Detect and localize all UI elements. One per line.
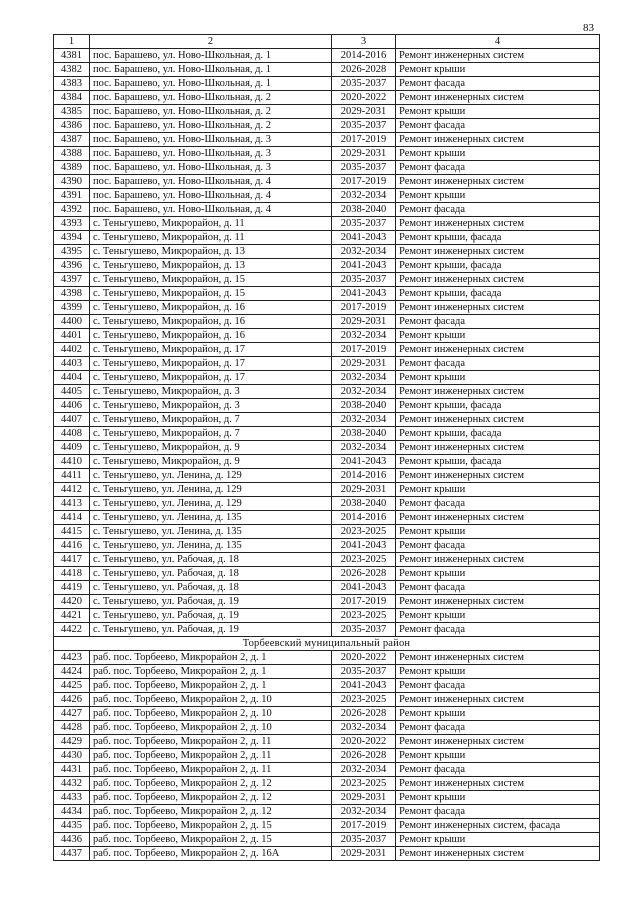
- row-number: 4436: [54, 833, 90, 847]
- row-number: 4414: [54, 511, 90, 525]
- table-row: [54, 329, 600, 343]
- address-cell: с. Теньгушево, Микрорайон, д. 16: [90, 301, 332, 315]
- address-cell: раб. пос. Торбеево, Микрорайон 2, д. 10: [90, 707, 332, 721]
- row-number: 4401: [54, 329, 90, 343]
- row-number: 4405: [54, 385, 90, 399]
- row-number: 4408: [54, 427, 90, 441]
- row-number: 4391: [54, 189, 90, 203]
- row-number: 4423: [54, 651, 90, 665]
- row-number: 4413: [54, 497, 90, 511]
- table-row: [54, 231, 600, 245]
- table-row: [54, 483, 600, 497]
- table-row: [54, 147, 600, 161]
- period-cell: 2020-2022: [332, 651, 396, 665]
- period-cell: 2014-2016: [332, 49, 396, 63]
- period-cell: 2032-2034: [332, 721, 396, 735]
- row-number: 4435: [54, 819, 90, 833]
- period-cell: 2041-2043: [332, 231, 396, 245]
- work-type-cell: Ремонт крыши: [396, 525, 600, 539]
- table-row: [54, 371, 600, 385]
- period-cell: 2038-2040: [332, 427, 396, 441]
- work-type-cell: Ремонт фасада: [396, 77, 600, 91]
- period-cell: 2035-2037: [332, 119, 396, 133]
- column-header-number: 1: [54, 35, 90, 49]
- work-type-cell: Ремонт инженерных систем: [396, 777, 600, 791]
- row-number: 4399: [54, 301, 90, 315]
- period-cell: 2020-2022: [332, 735, 396, 749]
- table-row: [54, 49, 600, 63]
- period-cell: 2029-2031: [332, 847, 396, 861]
- row-number: 4433: [54, 791, 90, 805]
- work-type-cell: Ремонт фасада: [396, 357, 600, 371]
- row-number: 4382: [54, 63, 90, 77]
- address-cell: с. Теньгушево, Микрорайон, д. 16: [90, 329, 332, 343]
- table-row: [54, 217, 600, 231]
- row-number: 4417: [54, 553, 90, 567]
- period-cell: 2026-2028: [332, 567, 396, 581]
- work-type-cell: Ремонт крыши, фасада: [396, 287, 600, 301]
- table-row: [54, 721, 600, 735]
- period-cell: 2017-2019: [332, 133, 396, 147]
- work-type-cell: Ремонт фасада: [396, 315, 600, 329]
- address-cell: с. Теньгушево, ул. Рабочая, д. 19: [90, 595, 332, 609]
- table-row: [54, 245, 600, 259]
- work-type-cell: Ремонт инженерных систем: [396, 413, 600, 427]
- period-cell: 2023-2025: [332, 609, 396, 623]
- work-type-cell: Ремонт крыши: [396, 189, 600, 203]
- work-type-cell: Ремонт крыши: [396, 63, 600, 77]
- table-row: [54, 357, 600, 371]
- table-row: [54, 469, 600, 483]
- address-cell: с. Теньгушево, Микрорайон, д. 9: [90, 455, 332, 469]
- row-number: 4398: [54, 287, 90, 301]
- row-number: 4426: [54, 693, 90, 707]
- work-type-cell: Ремонт крыши: [396, 749, 600, 763]
- work-type-cell: Ремонт крыши: [396, 665, 600, 679]
- address-cell: с. Теньгушево, ул. Рабочая, д. 19: [90, 623, 332, 637]
- period-cell: 2026-2028: [332, 707, 396, 721]
- table-row: [54, 91, 600, 105]
- row-number: 4434: [54, 805, 90, 819]
- row-number: 4394: [54, 231, 90, 245]
- table-row: [54, 553, 600, 567]
- table-row: [54, 763, 600, 777]
- section-title: Торбеевский муниципальный район: [54, 637, 600, 651]
- work-type-cell: Ремонт фасада: [396, 203, 600, 217]
- period-cell: 2032-2034: [332, 189, 396, 203]
- address-cell: с. Теньгушево, Микрорайон, д. 13: [90, 245, 332, 259]
- row-number: 4387: [54, 133, 90, 147]
- row-number: 4416: [54, 539, 90, 553]
- table-row: [54, 595, 600, 609]
- period-cell: 2029-2031: [332, 483, 396, 497]
- work-type-cell: Ремонт фасада: [396, 581, 600, 595]
- work-type-cell: Ремонт инженерных систем: [396, 49, 600, 63]
- row-number: 4424: [54, 665, 90, 679]
- period-cell: 2017-2019: [332, 301, 396, 315]
- work-type-cell: Ремонт крыши, фасада: [396, 455, 600, 469]
- work-type-cell: Ремонт крыши: [396, 483, 600, 497]
- row-number: 4432: [54, 777, 90, 791]
- table-row: [54, 805, 600, 819]
- table-row: [54, 581, 600, 595]
- address-cell: пос. Барашево, ул. Ново-Школьная, д. 4: [90, 175, 332, 189]
- column-header-work-type: 4: [396, 35, 600, 49]
- period-cell: 2029-2031: [332, 315, 396, 329]
- row-number: 4421: [54, 609, 90, 623]
- work-type-cell: Ремонт инженерных систем: [396, 693, 600, 707]
- period-cell: 2038-2040: [332, 399, 396, 413]
- table-row: [54, 343, 600, 357]
- work-type-cell: Ремонт инженерных систем: [396, 735, 600, 749]
- work-type-cell: Ремонт фасада: [396, 623, 600, 637]
- work-type-cell: Ремонт фасада: [396, 539, 600, 553]
- table-row: [54, 693, 600, 707]
- table-row: [54, 399, 600, 413]
- work-type-cell: Ремонт инженерных систем: [396, 343, 600, 357]
- period-cell: 2035-2037: [332, 665, 396, 679]
- table-row: [54, 511, 600, 525]
- address-cell: с. Теньгушево, ул. Ленина, д. 129: [90, 497, 332, 511]
- work-type-cell: Ремонт инженерных систем: [396, 133, 600, 147]
- period-cell: 2035-2037: [332, 623, 396, 637]
- work-type-cell: Ремонт инженерных систем: [396, 847, 600, 861]
- row-number: 4425: [54, 679, 90, 693]
- row-number: 4390: [54, 175, 90, 189]
- table-row: [54, 525, 600, 539]
- period-cell: 2029-2031: [332, 147, 396, 161]
- work-type-cell: Ремонт крыши: [396, 371, 600, 385]
- row-number: 4402: [54, 343, 90, 357]
- table-row: [54, 189, 600, 203]
- table-body: [54, 49, 600, 861]
- period-cell: 2014-2016: [332, 469, 396, 483]
- address-cell: пос. Барашево, ул. Ново-Школьная, д. 4: [90, 189, 332, 203]
- row-number: 4410: [54, 455, 90, 469]
- address-cell: раб. пос. Торбеево, Микрорайон 2, д. 12: [90, 805, 332, 819]
- work-type-cell: Ремонт крыши: [396, 105, 600, 119]
- period-cell: 2041-2043: [332, 679, 396, 693]
- address-cell: пос. Барашево, ул. Ново-Школьная, д. 1: [90, 49, 332, 63]
- address-cell: с. Теньгушево, ул. Ленина, д. 135: [90, 539, 332, 553]
- table-row: [54, 301, 600, 315]
- period-cell: 2041-2043: [332, 287, 396, 301]
- row-number: 4411: [54, 469, 90, 483]
- period-cell: 2023-2025: [332, 525, 396, 539]
- table-row: [54, 791, 600, 805]
- table-row: [54, 651, 600, 665]
- period-cell: 2032-2034: [332, 413, 396, 427]
- work-type-cell: Ремонт крыши, фасада: [396, 259, 600, 273]
- period-cell: 2029-2031: [332, 791, 396, 805]
- table-row: [54, 161, 600, 175]
- address-cell: с. Теньгушево, ул. Ленина, д. 135: [90, 525, 332, 539]
- address-cell: с. Теньгушево, Микрорайон, д. 16: [90, 315, 332, 329]
- work-type-cell: Ремонт инженерных систем: [396, 301, 600, 315]
- period-cell: 2035-2037: [332, 77, 396, 91]
- work-type-cell: Ремонт фасада: [396, 679, 600, 693]
- header-row: [54, 35, 600, 49]
- table-row: [54, 385, 600, 399]
- period-cell: 2041-2043: [332, 539, 396, 553]
- period-cell: 2014-2016: [332, 511, 396, 525]
- period-cell: 2041-2043: [332, 455, 396, 469]
- period-cell: 2038-2040: [332, 203, 396, 217]
- address-cell: с. Теньгушево, ул. Ленина, д. 129: [90, 483, 332, 497]
- address-cell: раб. пос. Торбеево, Микрорайон 2, д. 11: [90, 735, 332, 749]
- row-number: 4420: [54, 595, 90, 609]
- row-number: 4409: [54, 441, 90, 455]
- row-number: 4381: [54, 49, 90, 63]
- work-type-cell: Ремонт крыши: [396, 791, 600, 805]
- work-type-cell: Ремонт инженерных систем: [396, 553, 600, 567]
- address-cell: с. Теньгушево, ул. Рабочая, д. 18: [90, 567, 332, 581]
- period-cell: 2026-2028: [332, 749, 396, 763]
- table-row: [54, 777, 600, 791]
- table-row: [54, 539, 600, 553]
- table-row: [54, 847, 600, 861]
- address-cell: пос. Барашево, ул. Ново-Школьная, д. 1: [90, 77, 332, 91]
- table-row: [54, 203, 600, 217]
- work-type-cell: Ремонт крыши, фасада: [396, 399, 600, 413]
- address-cell: раб. пос. Торбеево, Микрорайон 2, д. 1: [90, 651, 332, 665]
- address-cell: раб. пос. Торбеево, Микрорайон 2, д. 15: [90, 819, 332, 833]
- row-number: 4396: [54, 259, 90, 273]
- row-number: 4392: [54, 203, 90, 217]
- period-cell: 2017-2019: [332, 175, 396, 189]
- table-row: [54, 119, 600, 133]
- address-cell: пос. Барашево, ул. Ново-Школьная, д. 2: [90, 119, 332, 133]
- row-number: 4428: [54, 721, 90, 735]
- row-number: 4412: [54, 483, 90, 497]
- table-row: [54, 175, 600, 189]
- period-cell: 2023-2025: [332, 777, 396, 791]
- table-row: [54, 749, 600, 763]
- period-cell: 2035-2037: [332, 273, 396, 287]
- period-cell: 2029-2031: [332, 357, 396, 371]
- period-cell: 2017-2019: [332, 343, 396, 357]
- address-cell: с. Теньгушево, Микрорайон, д. 7: [90, 413, 332, 427]
- column-header-address: 2: [90, 35, 332, 49]
- period-cell: 2041-2043: [332, 259, 396, 273]
- table-row: [54, 133, 600, 147]
- work-type-cell: Ремонт инженерных систем, фасада: [396, 819, 600, 833]
- table-row: [54, 609, 600, 623]
- row-number: 4407: [54, 413, 90, 427]
- address-cell: пос. Барашево, ул. Ново-Школьная, д. 3: [90, 161, 332, 175]
- work-type-cell: Ремонт крыши: [396, 609, 600, 623]
- address-cell: раб. пос. Торбеево, Микрорайон 2, д. 11: [90, 763, 332, 777]
- table-row: [54, 567, 600, 581]
- period-cell: 2017-2019: [332, 595, 396, 609]
- work-type-cell: Ремонт фасада: [396, 161, 600, 175]
- address-cell: пос. Барашево, ул. Ново-Школьная, д. 3: [90, 133, 332, 147]
- address-cell: пос. Барашево, ул. Ново-Школьная, д. 2: [90, 91, 332, 105]
- repair-schedule-table: [53, 34, 600, 861]
- address-cell: с. Теньгушево, ул. Ленина, д. 129: [90, 469, 332, 483]
- row-number: 4388: [54, 147, 90, 161]
- table-row: [54, 455, 600, 469]
- table-row: [54, 273, 600, 287]
- table-row: [54, 259, 600, 273]
- address-cell: с. Теньгушево, Микрорайон, д. 17: [90, 343, 332, 357]
- row-number: 4384: [54, 91, 90, 105]
- period-cell: 2026-2028: [332, 63, 396, 77]
- table-row: [54, 105, 600, 119]
- table-row: [54, 63, 600, 77]
- work-type-cell: Ремонт инженерных систем: [396, 273, 600, 287]
- address-cell: раб. пос. Торбеево, Микрорайон 2, д. 15: [90, 833, 332, 847]
- address-cell: раб. пос. Торбеево, Микрорайон 2, д. 10: [90, 693, 332, 707]
- work-type-cell: Ремонт крыши, фасада: [396, 427, 600, 441]
- row-number: 4418: [54, 567, 90, 581]
- period-cell: 2032-2034: [332, 805, 396, 819]
- work-type-cell: Ремонт инженерных систем: [396, 217, 600, 231]
- table-row: [54, 679, 600, 693]
- address-cell: с. Теньгушево, Микрорайон, д. 9: [90, 441, 332, 455]
- work-type-cell: Ремонт инженерных систем: [396, 245, 600, 259]
- row-number: 4429: [54, 735, 90, 749]
- table-row: [54, 707, 600, 721]
- work-type-cell: Ремонт крыши: [396, 329, 600, 343]
- address-cell: раб. пос. Торбеево, Микрорайон 2, д. 1: [90, 665, 332, 679]
- section-row: [54, 637, 600, 651]
- address-cell: с. Теньгушево, Микрорайон, д. 7: [90, 427, 332, 441]
- row-number: 4404: [54, 371, 90, 385]
- address-cell: с. Теньгушево, Микрорайон, д. 15: [90, 287, 332, 301]
- address-cell: раб. пос. Торбеево, Микрорайон 2, д. 12: [90, 777, 332, 791]
- table-row: [54, 819, 600, 833]
- work-type-cell: Ремонт инженерных систем: [396, 469, 600, 483]
- period-cell: 2032-2034: [332, 245, 396, 259]
- row-number: 4383: [54, 77, 90, 91]
- work-type-cell: Ремонт инженерных систем: [396, 651, 600, 665]
- period-cell: 2032-2034: [332, 329, 396, 343]
- table-row: [54, 77, 600, 91]
- work-type-cell: Ремонт фасада: [396, 119, 600, 133]
- address-cell: пос. Барашево, ул. Ново-Школьная, д. 1: [90, 63, 332, 77]
- work-type-cell: Ремонт фасада: [396, 763, 600, 777]
- row-number: 4419: [54, 581, 90, 595]
- address-cell: с. Теньгушево, ул. Рабочая, д. 18: [90, 553, 332, 567]
- period-cell: 2023-2025: [332, 553, 396, 567]
- row-number: 4400: [54, 315, 90, 329]
- work-type-cell: Ремонт инженерных систем: [396, 385, 600, 399]
- address-cell: пос. Барашево, ул. Ново-Школьная, д. 4: [90, 203, 332, 217]
- work-type-cell: Ремонт крыши, фасада: [396, 231, 600, 245]
- period-cell: 2032-2034: [332, 763, 396, 777]
- address-cell: раб. пос. Торбеево, Микрорайон 2, д. 1: [90, 679, 332, 693]
- work-type-cell: Ремонт фасада: [396, 721, 600, 735]
- work-type-cell: Ремонт инженерных систем: [396, 441, 600, 455]
- table-row: [54, 287, 600, 301]
- period-cell: 2038-2040: [332, 497, 396, 511]
- table-row: [54, 623, 600, 637]
- work-type-cell: Ремонт инженерных систем: [396, 511, 600, 525]
- address-cell: с. Теньгушево, Микрорайон, д. 15: [90, 273, 332, 287]
- work-type-cell: Ремонт инженерных систем: [396, 595, 600, 609]
- column-header-period: 3: [332, 35, 396, 49]
- row-number: 4437: [54, 847, 90, 861]
- work-type-cell: Ремонт крыши: [396, 707, 600, 721]
- row-number: 4431: [54, 763, 90, 777]
- address-cell: с. Теньгушево, ул. Ленина, д. 135: [90, 511, 332, 525]
- period-cell: 2032-2034: [332, 441, 396, 455]
- period-cell: 2023-2025: [332, 693, 396, 707]
- address-cell: пос. Барашево, ул. Ново-Школьная, д. 3: [90, 147, 332, 161]
- address-cell: с. Теньгушево, Микрорайон, д. 3: [90, 399, 332, 413]
- row-number: 4393: [54, 217, 90, 231]
- row-number: 4430: [54, 749, 90, 763]
- row-number: 4397: [54, 273, 90, 287]
- table-row: [54, 497, 600, 511]
- row-number: 4406: [54, 399, 90, 413]
- work-type-cell: Ремонт крыши: [396, 147, 600, 161]
- period-cell: 2041-2043: [332, 581, 396, 595]
- address-cell: пос. Барашево, ул. Ново-Школьная, д. 2: [90, 105, 332, 119]
- period-cell: 2017-2019: [332, 819, 396, 833]
- period-cell: 2029-2031: [332, 105, 396, 119]
- address-cell: с. Теньгушево, Микрорайон, д. 17: [90, 357, 332, 371]
- work-type-cell: Ремонт крыши: [396, 567, 600, 581]
- work-type-cell: Ремонт крыши: [396, 833, 600, 847]
- address-cell: с. Теньгушево, ул. Рабочая, д. 18: [90, 581, 332, 595]
- address-cell: с. Теньгушево, Микрорайон, д. 11: [90, 231, 332, 245]
- table-row: [54, 413, 600, 427]
- row-number: 4427: [54, 707, 90, 721]
- address-cell: с. Теньгушево, Микрорайон, д. 3: [90, 385, 332, 399]
- address-cell: раб. пос. Торбеево, Микрорайон 2, д. 10: [90, 721, 332, 735]
- work-type-cell: Ремонт фасада: [396, 497, 600, 511]
- row-number: 4422: [54, 623, 90, 637]
- address-cell: с. Теньгушево, Микрорайон, д. 13: [90, 259, 332, 273]
- period-cell: 2032-2034: [332, 371, 396, 385]
- period-cell: 2035-2037: [332, 833, 396, 847]
- row-number: 4403: [54, 357, 90, 371]
- row-number: 4415: [54, 525, 90, 539]
- address-cell: раб. пос. Торбеево, Микрорайон 2, д. 12: [90, 791, 332, 805]
- period-cell: 2032-2034: [332, 385, 396, 399]
- work-type-cell: Ремонт фасада: [396, 805, 600, 819]
- table-row: [54, 427, 600, 441]
- table-row: [54, 735, 600, 749]
- row-number: 4389: [54, 161, 90, 175]
- address-cell: с. Теньгушево, Микрорайон, д. 11: [90, 217, 332, 231]
- row-number: 4385: [54, 105, 90, 119]
- address-cell: с. Теньгушево, ул. Рабочая, д. 19: [90, 609, 332, 623]
- row-number: 4395: [54, 245, 90, 259]
- work-type-cell: Ремонт инженерных систем: [396, 91, 600, 105]
- row-number: 4386: [54, 119, 90, 133]
- table-row: [54, 833, 600, 847]
- period-cell: 2035-2037: [332, 161, 396, 175]
- period-cell: 2020-2022: [332, 91, 396, 105]
- address-cell: с. Теньгушево, Микрорайон, д. 17: [90, 371, 332, 385]
- table-row: [54, 441, 600, 455]
- address-cell: раб. пос. Торбеево, Микрорайон 2, д. 16А: [90, 847, 332, 861]
- table-row: [54, 665, 600, 679]
- work-type-cell: Ремонт инженерных систем: [396, 175, 600, 189]
- page-number: 83: [583, 22, 594, 34]
- table-header: [54, 35, 600, 49]
- period-cell: 2035-2037: [332, 217, 396, 231]
- table-row: [54, 315, 600, 329]
- address-cell: раб. пос. Торбеево, Микрорайон 2, д. 11: [90, 749, 332, 763]
